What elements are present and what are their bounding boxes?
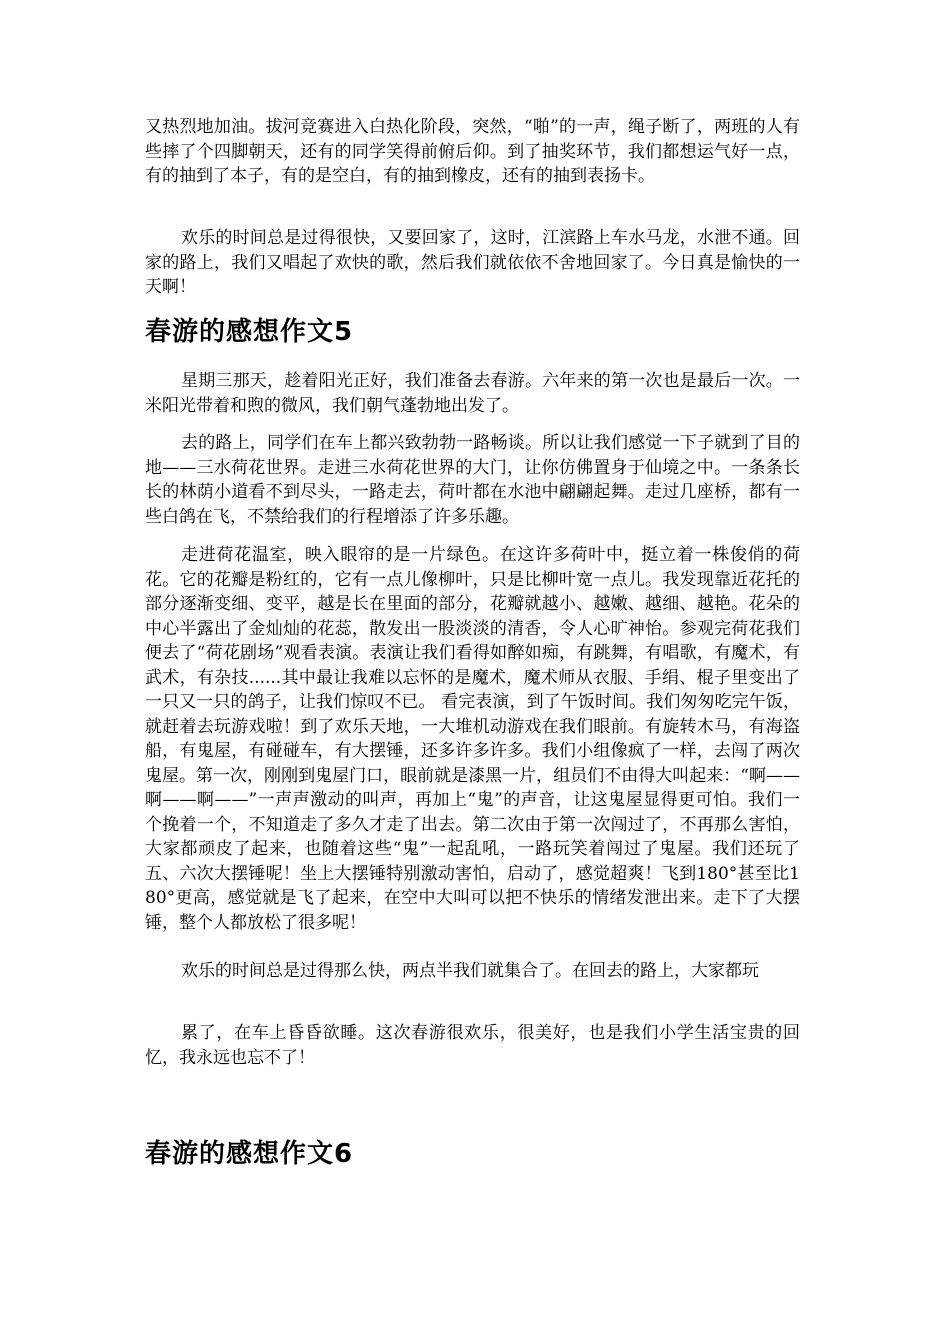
- paragraph-spring-outing-start: 星期三那天，趁着阳光正好，我们准备去春游。六年来的第一次也是最后一次。一米阳光带着和煦的微风，我们朝气蓬勃地出发了。: [145, 371, 800, 416]
- paragraph-lotus-greenhouse: 走进荷花温室，映入眼帘的是一片绿色。在这许多荷叶中，挺立着一株俊俏的荷花。它的花瓣是粉红的，它有一点儿像柳叶，只是比柳叶宽一点儿。我发现靠近花托的部分逐渐变细、变平，越是长在里面的部分，花瓣就越小、越嫩、越细、越艳。花朵的中心半露出了金灿灿的花蕊，散发出一股淡淡的清香，令人心旷神怡。参观完荷花我们便去了“荷花剧场”观看表演。表演让我们看得如醉如痴，有跳舞，有唱歌，有魔术，有武术，有杂技......其中最让我难以忘怀的是魔术，魔术师从衣服、手绢、棍子里变出了一只又一只的鸽子，让我们惊叹不已。 看完表演，到了午饭时间。我们匆匆吃完午饭，就赶着去玩游戏啦！到了欢乐天地，一大堆机动游戏在我们眼前。有旋转木马，有海盗船，有鬼屋，有碰碰车，有大摆锤，还多许多许多。我们小组像疯了一样，去闯了两次鬼屋。第一次，刚刚到鬼屋门口，眼前就是漆黑一片，组员们不由得大叫起来：“啊——啊——啊——”一声声激动的叫声，再加上“鬼”的声音，让这鬼屋显得更可怕。我们一个挽着一个，不知道走了多久才走了出去。第二次由于第一次闯过了，不再那么害怕，大家都顽皮了起来，也随着这些“鬼”一起乱吼，一路玩笑着闯过了鬼屋。我们还玩了五、六次大摆锤呢！坐上大摆锤特别激动害怕，启动了，感觉超爽！飞到180°甚至比180°更高，感觉就是飞了起来，在空中大叫可以把不快乐的情绪发泄出来。走下了大摆锤，整个人都放松了很多呢！: [145, 545, 800, 933]
- paragraph-tug-of-war-ending: 又热烈地加油。拔河竞赛进入白热化阶段，突然，“啪”的一声，绳子断了，两班的人有些摔了个四脚朝天，还有的同学笑得前俯后仰。到了抽奖环节，我们都想运气好一点，有的抽到了本子，有的是空白，有的抽到橡皮，还有的抽到表扬卡。: [145, 117, 800, 186]
- paragraph-lotus-world-arrival: 去的路上，同学们在车上都兴致勃勃一路畅谈。所以让我们感觉一下子就到了目的地——三水荷花世界。走进三水荷花世界的大门，让你仿佛置身于仙境之中。一条条长长的林荫小道看不到尽头，一路走去，荷叶都在水池中翩翩起舞。走过几座桥，都有一些白鸽在飞，不禁给我们的行程增添了许多乐趣。: [145, 433, 800, 527]
- paragraph-going-home: 欢乐的时间总是过得很快，又要回家了，这时，江滨路上车水马龙，水泄不通。回家的路上，我们又唱起了欢快的歌，然后我们就依依不舍地回家了。今日真是愉快的一天啊！: [145, 228, 800, 297]
- paragraph-closing-memory: 累了，在车上昏昏欲睡。这次春游很欢乐，很美好，也是我们小学生活宝贵的回忆，我永远也忘不了！: [145, 1023, 800, 1068]
- section-heading-essay-6: 春游的感想作文6: [145, 1139, 354, 1169]
- section-heading-essay-5: 春游的感想作文5: [145, 317, 354, 347]
- paragraph-gathering-time: 欢乐的时间总是过得那么快，两点半我们就集合了。在回去的路上，大家都玩: [181, 961, 759, 981]
